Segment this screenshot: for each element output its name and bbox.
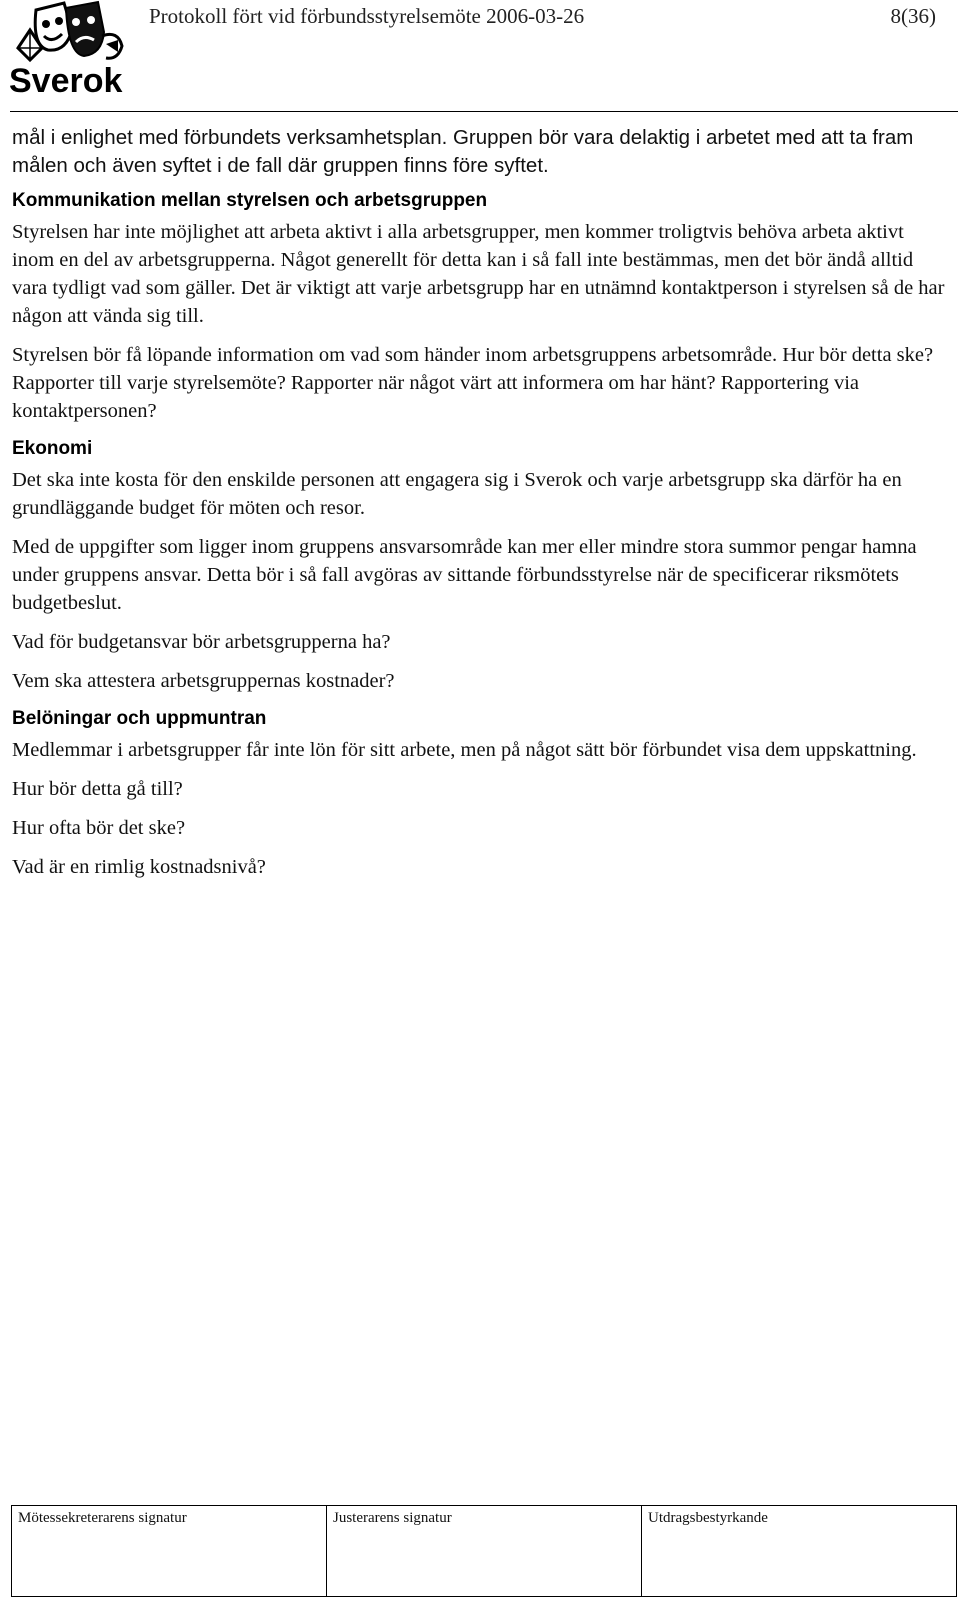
page-header: [0, 0, 960, 115]
signature-label: Justerarens signatur: [333, 1510, 452, 1526]
section-ekonomi: [12, 436, 948, 695]
paragraph: Styrelsen bör få löpande information om vad som händer inom arbetsgruppens arbetsområde. Hur bör detta ske? Rapporter till varje styrelsemöte? Rapporter när något värt att informera om har hänt? Rapportering via kontaktpersonen?: [12, 344, 934, 422]
document-body: [12, 124, 948, 892]
page-number: 8(36): [890, 4, 936, 28]
theater-masks-icon: [6, 0, 141, 100]
signature-table: [11, 1505, 957, 1597]
sverok-logo: [6, 0, 141, 100]
paragraph: Vem ska attestera arbetsgruppernas kostnader?: [12, 670, 395, 692]
section-heading: Belöningar och uppmuntran: [12, 708, 267, 729]
signature-cell-certification: [642, 1506, 956, 1596]
paragraph: Styrelsen har inte möjlighet att arbeta aktivt i alla arbetsgrupper, men kommer troligtvis behöva arbeta aktivt inom en del av arbetsgrupperna. Något generellt för detta kan i så fall inte bestämmas, men det bör ändå alltid vara tydligt vad som gäller. Det är viktigt att varje arbetsgrupp har en utnämnd kontaktperson i styrelsen så de har någon att vända sig till.: [12, 221, 945, 327]
section-heading: Ekonomi: [12, 438, 93, 459]
signature-cell-secretary: [12, 1506, 327, 1596]
document-title: Protokoll fört vid förbundsstyrelsemöte 2006-03-26: [149, 4, 585, 28]
paragraph: Vad för budgetansvar bör arbetsgrupperna ha?: [12, 631, 391, 653]
section-heading: Kommunikation mellan styrelsen och arbetsgruppen: [12, 190, 488, 211]
intro-paragraph: mål i enlighet med förbundets verksamhetsplan. Gruppen bör vara delaktig i arbetet med att ta fram målen och även syftet i de fall där gruppen finns före syftet.: [12, 126, 914, 177]
paragraph: Det ska inte kosta för den enskilde personen att engagera sig i Sverok och varje arbetsgrupp ska därför ha en grundläggande budget för möten och resor.: [12, 469, 902, 519]
signature-cell-adjuster: [327, 1506, 642, 1596]
signature-label: Mötessekreterarens signatur: [18, 1510, 187, 1526]
paragraph: Med de uppgifter som ligger inom gruppens ansvarsområde kan mer eller mindre stora summor pengar hamna under gruppens ansvar. Detta bör i så fall avgöras av sittande förbundsstyrelse när de specificerar riksmötets budgetbeslut.: [12, 536, 917, 614]
paragraph: Medlemmar i arbetsgrupper får inte lön för sitt arbete, men på något sätt bör förbundet visa dem uppskattning.: [12, 739, 917, 761]
logo-text: Sverok: [9, 62, 123, 100]
header-divider: [10, 111, 958, 112]
paragraph: Hur ofta bör det ske?: [12, 817, 186, 839]
paragraph: Hur bör detta gå till?: [12, 778, 183, 800]
section-kommunikation: [12, 188, 948, 425]
section-beloningar: [12, 706, 948, 881]
signature-label: Utdragsbestyrkande: [648, 1510, 768, 1526]
paragraph: Vad är en rimlig kostnadsnivå?: [12, 856, 266, 878]
